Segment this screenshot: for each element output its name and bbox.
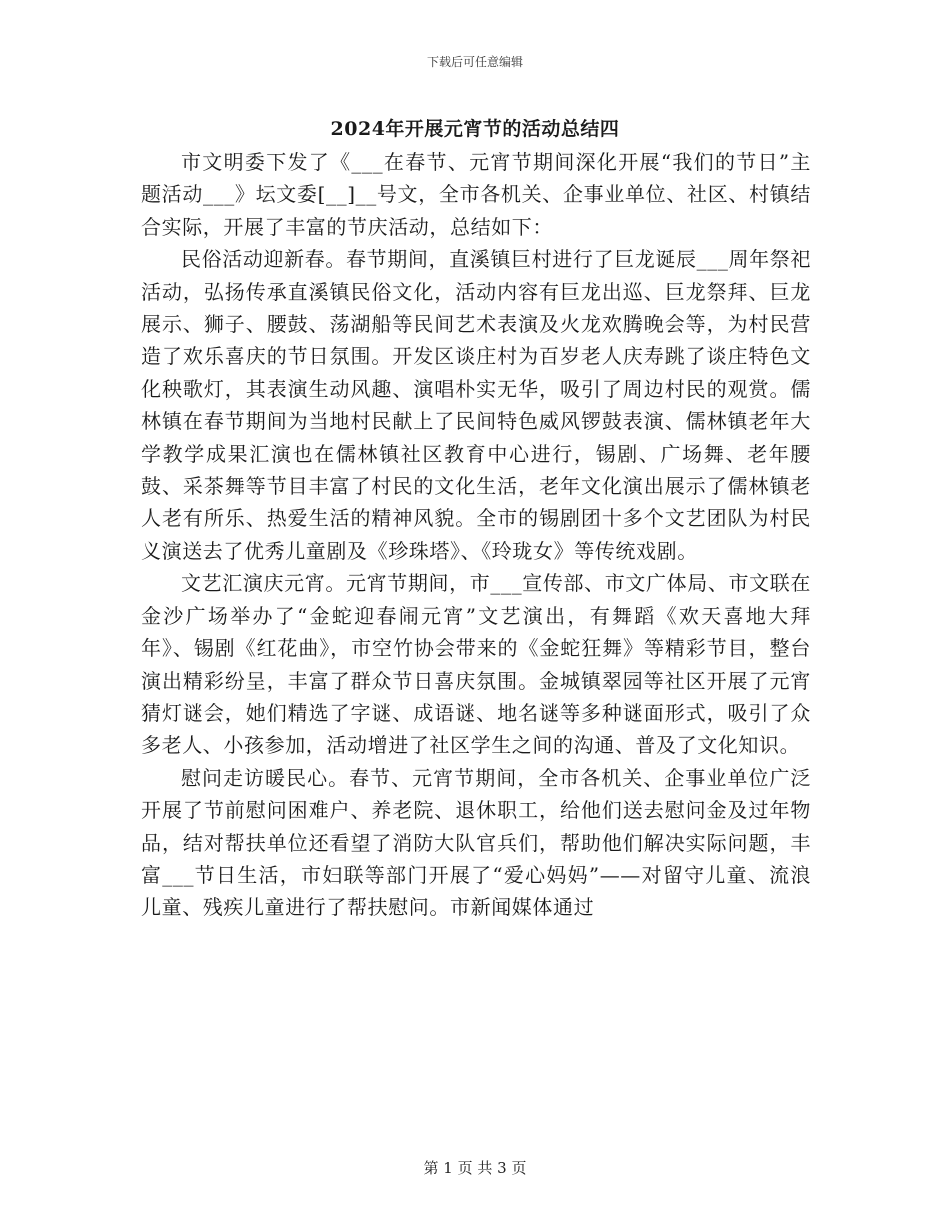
header-note: 下载后可任意编辑	[426, 55, 523, 69]
paragraph-visits: 慰问走访暖民心。春节、元宵节期间，全市各机关、企事业单位广泛开展了节前慰问困难户、养老院、退休职工，给他们送去慰问金及过年物品，结对帮扶单位还看望了消防大队官兵们，帮助他们解决实际问题，丰富___节日生活，市妇联等部门开展了“爱心妈妈”——对留守儿童、流浪儿童、残疾儿童进行了帮扶慰问。市新闻媒体通过	[141, 765, 811, 920]
paragraph-intro: 市文明委下发了《___在春节、元宵节期间深化开展“我们的节日”主题活动___》坛文委[__]__号文，全市各机关、企事业单位、社区、村镇结合实际，开展了丰富的节庆活动，总结如下：	[141, 150, 811, 239]
paragraph-folk-activities: 民俗活动迎新春。春节期间，直溪镇巨村进行了巨龙诞辰___周年祭祀活动，弘扬传承直溪镇民俗文化，活动内容有巨龙出巡、巨龙祭拜、巨龙展示、狮子、腰鼓、荡湖船等民间艺术表演及火龙欢腾晚会等，为村民营造了欢乐喜庆的节日氛围。开发区谈庄村为百岁老人庆寿跳了谈庄特色文化秧歌灯，其表演生动风趣、演唱朴实无华，吸引了周边村民的观赏。儒林镇在春节期间为当地村民献上了民间特色威风锣鼓表演、儒林镇老年大学教学成果汇演也在儒林镇社区教育中心进行，锡剧、广场舞、老年腰鼓、采茶舞等节目丰富了村民的文化生活，老年文化演出展示了儒林镇老人老有所乐、热爱生活的精神风貌。全市的锡剧团十多个文艺团队为村民义演送去了优秀儿童剧及《珍珠塔》、《玲珑女》等传统戏剧。	[141, 247, 811, 563]
paragraph-art-performance: 文艺汇演庆元宵。元宵节期间，市___宣传部、市文广体局、市文联在金沙广场举办了“金蛇迎春闹元宵”文艺演出，有舞蹈《欢天喜地大拜年》、锡剧《红花曲》，市空竹协会带来的《金蛇狂舞》等精彩节目，整台演出精彩纷呈，丰富了群众节日喜庆氛围。金城镇翠园等社区开展了元宵猜灯谜会，她们精选了字谜、成语谜、地名谜等多种谜面形式，吸引了众多老人、小孩参加，活动增进了社区学生之间的沟通、普及了文化知识。	[141, 571, 811, 758]
document-title: 2024年开展元宵节的活动总结四	[330, 118, 620, 140]
document-body	[141, 146, 811, 924]
page-footer: 第 1 页 共 3 页	[423, 1159, 527, 1177]
